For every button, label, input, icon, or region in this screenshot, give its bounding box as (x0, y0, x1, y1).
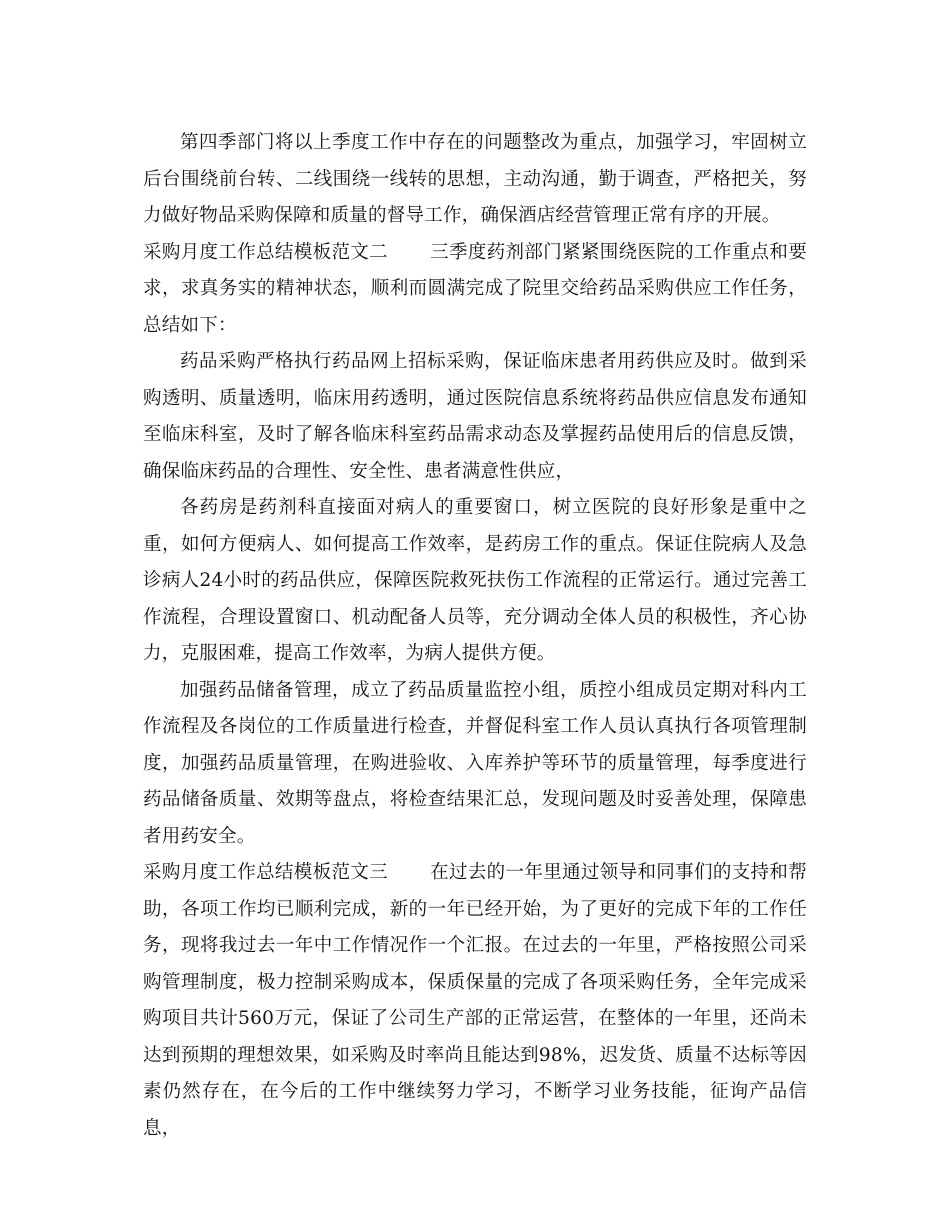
paragraph-drug-procurement: 药品采购严格执行药品网上招标采购，保证临床患者用药供应及时。做到采购透明、质量透明，临床用药透明，通过医院信息系统将药品供应信息发布通知至临床科室，及时了解各临床科室药品需求动态及掌握药品使用后的信息反馈，确保临床药品的合理性、安全性、患者满意性供应， (143, 351, 807, 482)
section-title-two: 采购月度工作总结模板范文二 (143, 241, 389, 263)
section-intro-three: 在过去的一年里通过领导和同事们的支持和帮助，各项工作均已顺利完成，新的一年已经开始，为了更好的完成下年的工作任务，现将我过去一年中工作情况作一个汇报。在过去的一年里，严格按照公司采购管理制度，极力控制采购成本，保质保量的完成了各项采购任务，全年完成采购项目共计560万元，保证了公司生产部的正常运营，在整体的一年里，还尚未达到预期的理想效果，如采购及时率尚且能达到98%，迟发货、质量不达标等因素仍然存在，在今后的工作中继续努力学习，不断学习业务技能，征询产品信息， (143, 862, 807, 1139)
section-heading-two (143, 235, 807, 345)
paragraph-q4-focus: 第四季部门将以上季度工作中存在的问题整改为重点，加强学习，牢固树立后台围绕前台转、二线围绕一线转的思想，主动沟通，勤于调查，严格把关，努力做好物品采购保障和质量的督导工作，确保酒店经营管理正常有序的开展。 (143, 132, 807, 226)
section-heading-three (143, 855, 807, 1147)
document-body (143, 125, 807, 1147)
paragraph-storage-management: 加强药品储备管理，成立了药品质量监控小组，质控小组成员定期对科内工作流程及各岗位的工作质量进行检查，并督促科室工作人员认真执行各项管理制度，加强药品质量管理，在购进验收、入库养护等环节的质量管理，每季度进行药品储备质量、效期等盘点，将检查结果汇总，发现问题及时妥善处理，保障患者用药安全。 (143, 679, 807, 847)
section-title-three: 采购月度工作总结模板范文三 (143, 862, 389, 883)
section-intro-two: 三季度药剂部门紧紧围绕医院的工作重点和要求，求真务实的精神状态，顺利而圆满完成了院里交给药品采购供应工作任务，总结如下： (143, 241, 807, 336)
paragraph-pharmacy-window: 各药房是药剂科直接面对病人的重要窗口，树立医院的良好形象是重中之重，如何方便病人、如何提高工作效率，是药房工作的重点。保证住院病人及急诊病人24小时的药品供应，保障医院救死扶伤工作流程的正常运行。通过完善工作流程，合理设置窗口、机动配备人员等，充分调动全体人员的积极性，齐心协力，克服困难，提高工作效率，为病人提供方便。 (143, 497, 807, 664)
